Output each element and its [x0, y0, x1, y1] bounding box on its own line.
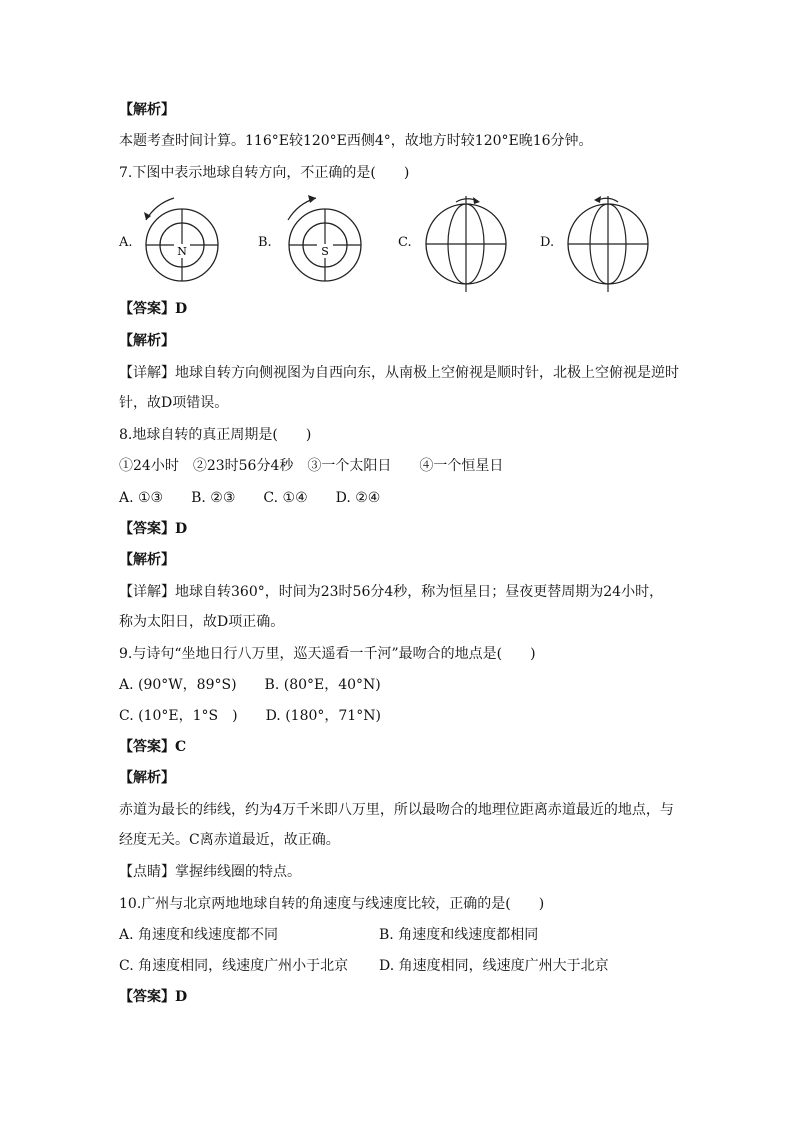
answer-8: 【答案】D — [119, 521, 188, 537]
diagram-c-side-view — [420, 192, 520, 294]
question-8-options: A. ①③ B. ②③ C. ①④ D. ②④ — [119, 490, 381, 506]
analysis-heading-7: 【解析】 — [119, 333, 175, 349]
detail-8-line1: 【详解】地球自转360°，时间为23时56分4秒，称为恒星日；昼夜更替周期为24小时， — [119, 584, 664, 600]
question-10-option-a: A. 角速度和线速度都不同 — [119, 927, 279, 943]
question-7: 7.下图中表示地球自转方向，不正确的是( ) — [119, 165, 410, 181]
question-9: 9.与诗句“坐地日行八万里，巡天遥看一千河”最吻合的地点是( ) — [119, 646, 536, 662]
figure-label-a: A. — [119, 235, 133, 250]
diagram-b-south-pole — [280, 192, 370, 292]
question-8-items: ①24小时 ②23时56分4秒 ③一个太阳日 ④一个恒星日 — [119, 458, 504, 474]
detail-7-line2: 针，故D项错误。 — [119, 395, 229, 411]
question-8: 8.地球自转的真正周期是( ) — [119, 427, 312, 443]
question-10: 10.广州与北京两地地球自转的角速度与线速度比较，正确的是( ) — [119, 896, 545, 912]
detail-8-line2: 称为太阳日，故D项正确。 — [119, 614, 285, 630]
diagram-a-north-pole — [140, 192, 230, 292]
pole-label-s: S — [321, 245, 329, 258]
detail-9-line2: 经度无关。C离赤道最近，故正确。 — [119, 832, 340, 848]
analysis-heading: 【解析】 — [119, 102, 175, 118]
detail-7-line1: 【详解】地球自转方向侧视图为自西向东，从南极上空俯视是顺时针，北极上空俯视是逆时 — [119, 365, 679, 381]
question-9-options-ab: A. (90°W，89°S) B. (80°E，40°N) — [119, 677, 381, 693]
figure-label-c: C. — [398, 235, 412, 250]
key-point-9: 【点睛】掌握纬线圈的特点。 — [119, 864, 301, 880]
answer-7: 【答案】D — [119, 301, 188, 317]
figure-label-b: B. — [258, 235, 272, 250]
figure-label-d: D. — [540, 235, 555, 250]
question-10-option-d: D. 角速度相同，线速度广州大于北京 — [379, 958, 609, 974]
analysis-heading-9: 【解析】 — [119, 770, 175, 786]
detail-9-line1: 赤道为最长的纬线，约为4万千米即八万里，所以最吻合的地理位距离赤道最近的地点，与 — [119, 802, 674, 818]
question-10-option-b: B. 角速度和线速度都相同 — [379, 927, 539, 943]
diagram-d-side-view — [562, 192, 662, 294]
pole-label-n: N — [177, 245, 187, 258]
answer-9: 【答案】C — [119, 739, 187, 755]
question-9-options-cd: C. (10°E，1°S ) D. (180°，71°N) — [119, 708, 381, 724]
analysis-text: 本题考查时间计算。116°E较120°E西侧4°，故地方时较120°E晚16分钟。 — [119, 133, 593, 149]
answer-10: 【答案】D — [119, 989, 188, 1005]
question-10-option-c: C. 角速度相同，线速度广州小于北京 — [119, 958, 349, 974]
analysis-heading-8: 【解析】 — [119, 552, 175, 568]
